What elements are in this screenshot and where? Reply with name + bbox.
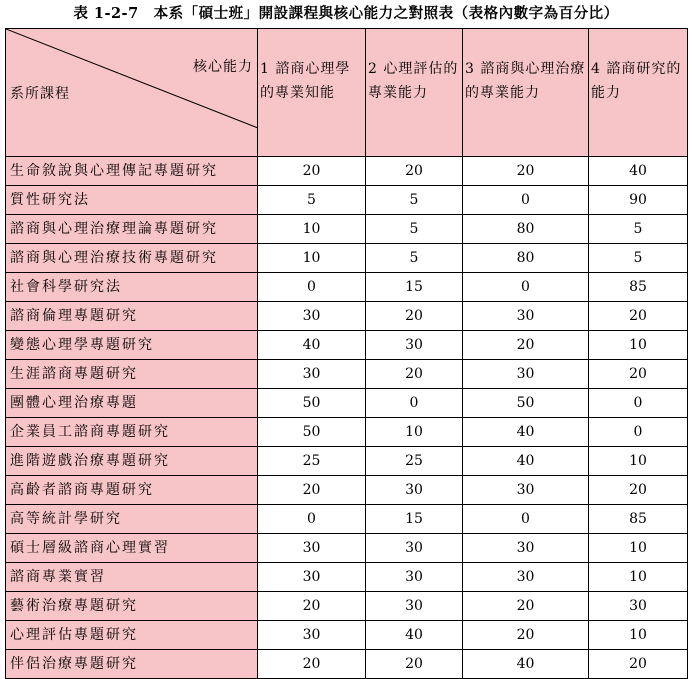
corner-cell: [6, 29, 258, 157]
percentage-cell-competency-1: 25: [258, 447, 366, 476]
percentage-cell-competency-3: 20: [463, 157, 589, 186]
percentage-cell-competency-4: 20: [589, 650, 688, 679]
percentage-cell-competency-1: 30: [258, 360, 366, 389]
percentage-cell-competency-3: 40: [463, 650, 589, 679]
table-row: [6, 447, 688, 476]
table-row: [6, 157, 688, 186]
percentage-cell-competency-2: 30: [366, 563, 463, 592]
percentage-cell-competency-2: 10: [366, 418, 463, 447]
course-name: 團體心理治療專題: [6, 389, 258, 418]
percentage-cell-competency-3: 20: [463, 621, 589, 650]
percentage-cell-competency-4: 85: [589, 273, 688, 302]
percentage-cell-competency-4: 10: [589, 534, 688, 563]
percentage-cell-competency-2: 30: [366, 476, 463, 505]
table-row: [6, 621, 688, 650]
percentage-cell-competency-4: 20: [589, 360, 688, 389]
table-row: [6, 563, 688, 592]
percentage-cell-competency-1: 30: [258, 563, 366, 592]
header-row: [6, 29, 688, 157]
percentage-cell-competency-2: 40: [366, 621, 463, 650]
table-row: [6, 418, 688, 447]
course-name: 諮商與心理治療技術專題研究: [6, 244, 258, 273]
table-row: [6, 505, 688, 534]
course-name: 社會科學研究法: [6, 273, 258, 302]
course-name: 質性研究法: [6, 186, 258, 215]
table-row: [6, 215, 688, 244]
percentage-cell-competency-4: 90: [589, 186, 688, 215]
corner-label-competency: 核心能力: [193, 59, 253, 75]
diagonal-line: [6, 29, 258, 128]
percentage-cell-competency-1: 5: [258, 186, 366, 215]
table-row: [6, 592, 688, 621]
percentage-cell-competency-1: 0: [258, 505, 366, 534]
percentage-cell-competency-4: 10: [589, 447, 688, 476]
percentage-cell-competency-3: 20: [463, 592, 589, 621]
percentage-cell-competency-1: 20: [258, 476, 366, 505]
competency-header-3: 3 諮商與心理治療的專業能力: [463, 29, 589, 157]
table-row: [6, 650, 688, 679]
percentage-cell-competency-1: 30: [258, 534, 366, 563]
percentage-cell-competency-3: 50: [463, 389, 589, 418]
course-name: 變態心理學專題研究: [6, 331, 258, 360]
percentage-cell-competency-3: 30: [463, 534, 589, 563]
percentage-cell-competency-1: 10: [258, 244, 366, 273]
percentage-cell-competency-3: 30: [463, 360, 589, 389]
table-row: [6, 273, 688, 302]
percentage-cell-competency-4: 5: [589, 244, 688, 273]
percentage-cell-competency-1: 20: [258, 650, 366, 679]
percentage-cell-competency-1: 30: [258, 621, 366, 650]
percentage-cell-competency-2: 30: [366, 331, 463, 360]
percentage-cell-competency-3: 0: [463, 186, 589, 215]
percentage-cell-competency-3: 40: [463, 447, 589, 476]
percentage-cell-competency-3: 30: [463, 302, 589, 331]
percentage-cell-competency-3: 30: [463, 476, 589, 505]
table-row: [6, 331, 688, 360]
course-name: 諮商倫理專題研究: [6, 302, 258, 331]
competency-header-2: 2 心理評估的專業能力: [366, 29, 463, 157]
percentage-cell-competency-4: 0: [589, 418, 688, 447]
course-name: 碩士層級諮商心理實習: [6, 534, 258, 563]
percentage-cell-competency-2: 0: [366, 389, 463, 418]
percentage-cell-competency-4: 85: [589, 505, 688, 534]
competency-header-1: 1 諮商心理學的專業知能: [258, 29, 366, 157]
percentage-cell-competency-3: 0: [463, 273, 589, 302]
table-row: [6, 476, 688, 505]
percentage-cell-competency-2: 20: [366, 157, 463, 186]
course-name: 企業員工諮商專題研究: [6, 418, 258, 447]
course-name: 心理評估專題研究: [6, 621, 258, 650]
percentage-cell-competency-1: 30: [258, 302, 366, 331]
percentage-cell-competency-3: 40: [463, 418, 589, 447]
corner-label-course: 系所課程: [10, 86, 70, 102]
percentage-cell-competency-2: 15: [366, 505, 463, 534]
percentage-cell-competency-1: 50: [258, 389, 366, 418]
competency-table: [5, 28, 688, 679]
percentage-cell-competency-4: 10: [589, 621, 688, 650]
competency-header-4: 4 諮商研究的能力: [589, 29, 688, 157]
course-name: 諮商與心理治療理論專題研究: [6, 215, 258, 244]
percentage-cell-competency-1: 50: [258, 418, 366, 447]
percentage-cell-competency-4: 10: [589, 331, 688, 360]
percentage-cell-competency-4: 0: [589, 389, 688, 418]
percentage-cell-competency-3: 0: [463, 505, 589, 534]
percentage-cell-competency-1: 10: [258, 215, 366, 244]
table-row: [6, 186, 688, 215]
percentage-cell-competency-2: 20: [366, 302, 463, 331]
course-name: 諮商專業實習: [6, 563, 258, 592]
percentage-cell-competency-1: 20: [258, 157, 366, 186]
course-name: 生命敘說與心理傳記專題研究: [6, 157, 258, 186]
percentage-cell-competency-2: 25: [366, 447, 463, 476]
percentage-cell-competency-1: 20: [258, 592, 366, 621]
percentage-cell-competency-1: 0: [258, 273, 366, 302]
course-name: 進階遊戲治療專題研究: [6, 447, 258, 476]
percentage-cell-competency-2: 20: [366, 360, 463, 389]
percentage-cell-competency-2: 20: [366, 650, 463, 679]
course-name: 生涯諮商專題研究: [6, 360, 258, 389]
percentage-cell-competency-2: 5: [366, 244, 463, 273]
course-name: 伴侶治療專題研究: [6, 650, 258, 679]
course-name: 高齡者諮商專題研究: [6, 476, 258, 505]
table-row: [6, 302, 688, 331]
percentage-cell-competency-4: 40: [589, 157, 688, 186]
percentage-cell-competency-3: 80: [463, 244, 589, 273]
percentage-cell-competency-3: 80: [463, 215, 589, 244]
percentage-cell-competency-2: 30: [366, 592, 463, 621]
course-name: 藝術治療專題研究: [6, 592, 258, 621]
percentage-cell-competency-2: 5: [366, 215, 463, 244]
percentage-cell-competency-3: 20: [463, 331, 589, 360]
table-row: [6, 389, 688, 418]
percentage-cell-competency-4: 10: [589, 563, 688, 592]
table-row: [6, 360, 688, 389]
percentage-cell-competency-3: 30: [463, 563, 589, 592]
percentage-cell-competency-2: 30: [366, 534, 463, 563]
table-row: [6, 244, 688, 273]
percentage-cell-competency-4: 20: [589, 302, 688, 331]
percentage-cell-competency-4: 20: [589, 476, 688, 505]
percentage-cell-competency-2: 15: [366, 273, 463, 302]
percentage-cell-competency-2: 5: [366, 186, 463, 215]
table-row: [6, 534, 688, 563]
percentage-cell-competency-4: 5: [589, 215, 688, 244]
percentage-cell-competency-4: 30: [589, 592, 688, 621]
percentage-cell-competency-1: 40: [258, 331, 366, 360]
table-caption: 表 1-2-7 本系「碩士班」開設課程與核心能力之對照表（表格內數字為百分比）: [73, 5, 619, 22]
course-name: 高等統計學研究: [6, 505, 258, 534]
